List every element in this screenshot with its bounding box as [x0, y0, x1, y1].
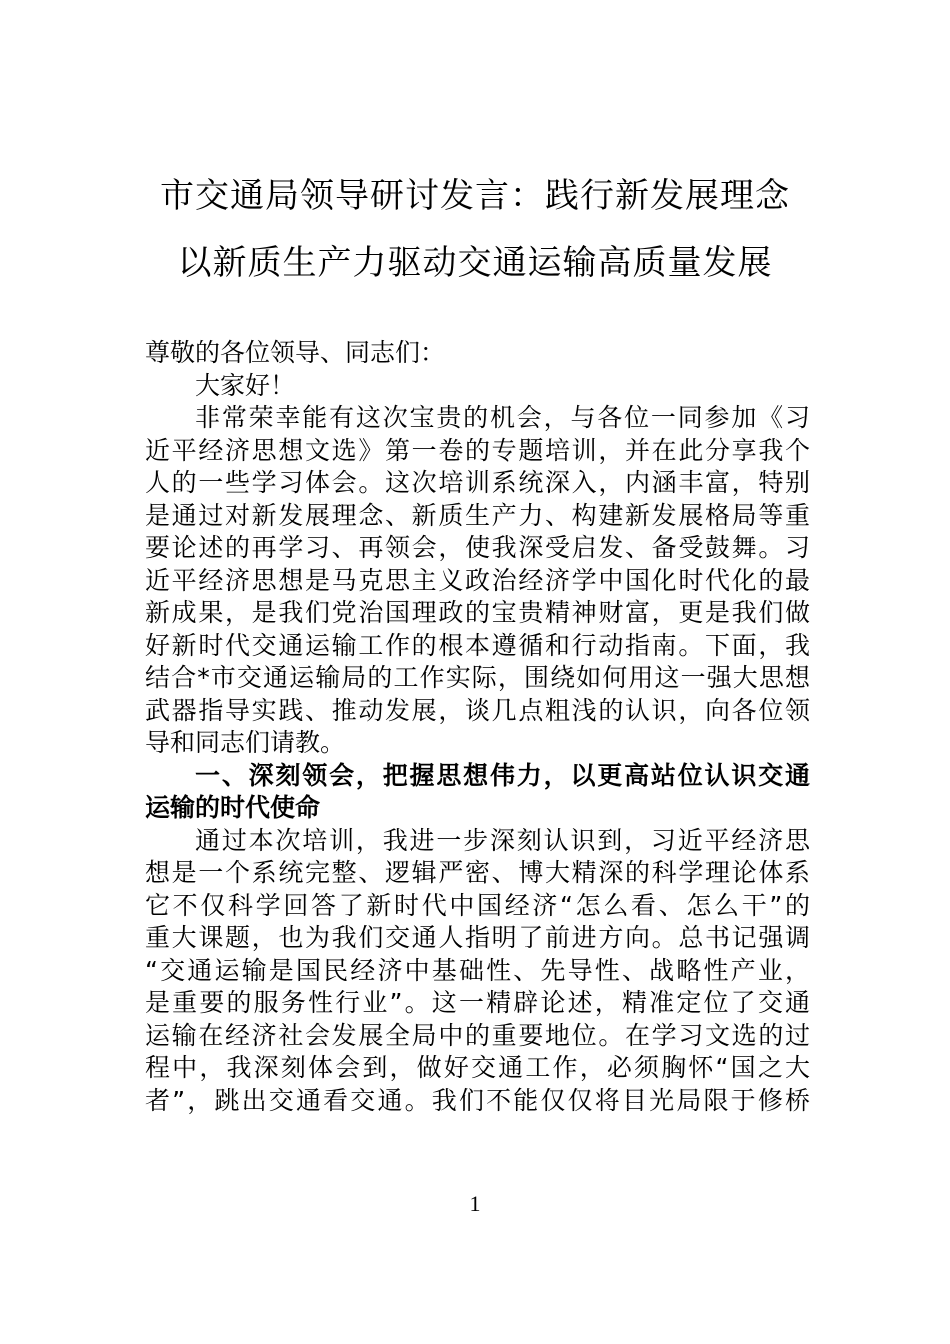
- salutation: 尊敬的各位领导、同志们：: [145, 338, 446, 367]
- document-title-line-1: 市交通局领导研讨发言：践行新发展理念: [160, 176, 790, 216]
- paragraph-1-line: 非常荣幸能有这次宝贵的机会，与各位一同参加《习: [195, 403, 810, 432]
- paragraph-2-line: 重大课题，也为我们交通人指明了前进方向。总书记强调: [145, 923, 810, 952]
- paragraph-2-line: “交通运输是国民经济中基础性、先导性、战略性产业，: [145, 955, 810, 985]
- paragraph-2-line: 是重要的服务性行业”。这一精辟论述，精准定位了交通: [145, 988, 810, 1017]
- paragraph-2-line: 者”，跳出交通看交通。我们不能仅仅将目光局限于修桥: [145, 1085, 810, 1115]
- paragraph-1-line: 近平经济思想是马克思主义政治经济学中国化时代化的最: [145, 565, 810, 595]
- paragraph-1-line: 要论述的再学习、再领会，使我深受启发、备受鼓舞。习: [145, 533, 810, 562]
- paragraph-2-line: 想是一个系统完整、逻辑严密、博大精深的科学理论体系: [145, 858, 810, 887]
- greeting: 大家好！: [195, 370, 296, 400]
- document-body: [145, 337, 810, 1117]
- section-heading-1-line: 运输的时代使命: [145, 793, 321, 822]
- document-title-line-2: 以新质生产力驱动交通运输高质量发展: [177, 243, 773, 283]
- paragraph-1-line: 导和同志们请教。: [145, 728, 346, 757]
- paragraph-1-line: 新成果，是我们党治国理政的宝贵精神财富，更是我们做: [145, 598, 810, 627]
- paragraph-1-line: 结合*市交通运输局的工作实际，围绕如何用这一强大思想: [145, 663, 810, 692]
- paragraph-2-line: 通过本次培训，我进一步深刻认识到，习近平经济思: [195, 825, 810, 855]
- paragraph-2-line: 它不仅科学回答了新时代中国经济“怎么看、怎么干”的: [145, 890, 810, 920]
- paragraph-2-line: 程中，我深刻体会到，做好交通工作，必须胸怀“国之大: [145, 1053, 810, 1082]
- paragraph-1-line: 近平经济思想文选》第一卷的专题培训，并在此分享我个: [145, 435, 810, 465]
- page-number: 1: [469, 1191, 481, 1216]
- section-heading-1-line: 一、深刻领会，把握思想伟力，以更高站位认识交通: [195, 760, 810, 790]
- paragraph-1-line: 武器指导实践、推动发展，谈几点粗浅的认识，向各位领: [145, 695, 810, 725]
- paragraph-1-line: 是通过对新发展理念、新质生产力、构建新发展格局等重: [145, 500, 810, 530]
- paragraph-1-line: 人的一些学习体会。这次培训系统深入，内涵丰富，特别: [145, 468, 810, 497]
- paragraph-2-line: 运输在经济社会发展全局中的重要地位。在学习文选的过: [145, 1020, 810, 1050]
- paragraph-1-line: 好新时代交通运输工作的根本遵循和行动指南。下面，我: [145, 630, 810, 660]
